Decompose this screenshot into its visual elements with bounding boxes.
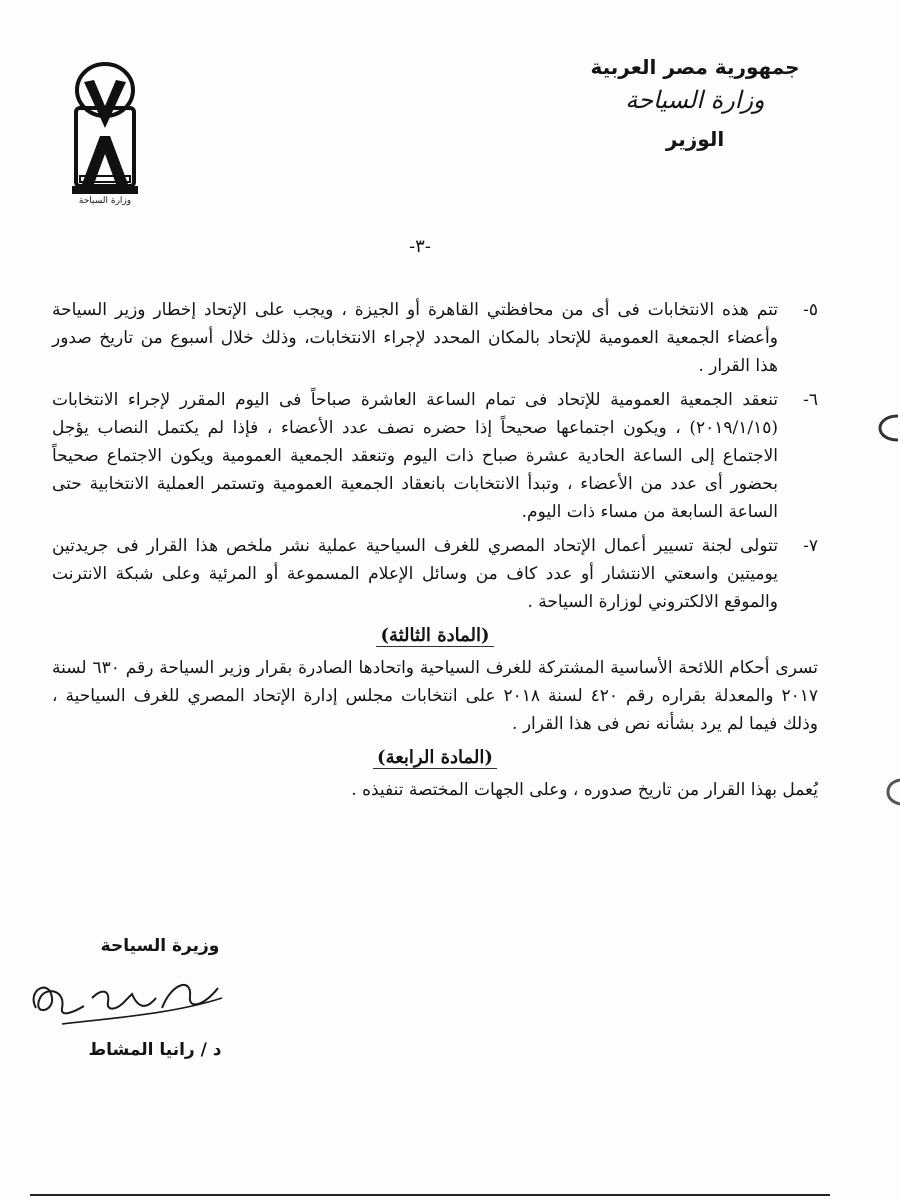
ministry-of-tourism-emblem-icon bbox=[60, 58, 150, 218]
article-3-title: (المادة الثالثة) bbox=[376, 625, 493, 647]
article-heading bbox=[52, 622, 818, 650]
document-body bbox=[52, 296, 818, 808]
item-number: ٦- bbox=[803, 390, 818, 410]
article-heading bbox=[52, 744, 818, 772]
footer-rule bbox=[30, 1194, 830, 1196]
item-text: تنعقد الجمعية العمومية للإتحاد فى تمام الساعة العاشرة صباحاً فى اليوم المقرر لإجراء الانتخابات (٢٠١٩/١/١٥) ، ويكون اجتماعها صحيحاً إذا حضره نصف عدد الأعضاء ، فإذا لم يكتمل النصاب يؤجل الاجتماع إلى الساعة الحادية عشرة صباح ذات اليوم وتنعقد الجمعية العمومية ويكون الاجتماع صحيحاً بحضور أى عدد من الأعضاء ، وتبدأ الانتخابات بانعقاد الجمعية العمومية وتستمر العملية الانتخابية حتى الساعة السابعة من مساء ذات اليوم. bbox=[52, 390, 778, 522]
article-3-text: تسرى أحكام اللائحة الأساسية المشتركة للغرف السياحية واتحادها الصادرة بقرار وزير السياحة رقم ٦٣٠ لسنة ٢٠١٧ والمعدلة بقراره رقم ٤٢٠ لسنة ٢٠١٨ على انتخابات مجلس إدارة الإتحاد المصري للغرف السياحية ، وذلك فيما لم يرد بشأنه نص فى هذا القرار . bbox=[52, 658, 818, 734]
letterhead-ministry: وزارة السياحة bbox=[625, 86, 765, 114]
article-4-title: (المادة الرابعة) bbox=[373, 747, 497, 769]
letterhead bbox=[580, 52, 810, 154]
item-number: ٥- bbox=[803, 300, 818, 320]
item-text: تتم هذه الانتخابات فى أى من محافظتي القاهرة أو الجيزة ، ويجب على الإتحاد إخطار وزير السياحة وأعضاء الجمعية العمومية للإتحاد بالمكان المحدد لإجراء الانتخابات، وذلك خلال أسبوع من تاريخ صدور هذا القرار . bbox=[52, 300, 778, 376]
handwritten-signature-icon bbox=[22, 968, 232, 1038]
letterhead-country: جمهورية مصر العربية bbox=[590, 55, 800, 79]
list-item bbox=[52, 532, 818, 616]
article-4-text: يُعمل بهذا القرار من تاريخ صدوره ، وعلى الجهات المختصة تنفيذه . bbox=[351, 780, 818, 800]
emblem-caption: وزارة السياحة bbox=[78, 196, 132, 206]
list-item bbox=[52, 296, 818, 380]
margin-punch-mark bbox=[878, 414, 900, 442]
item-text: تتولى لجنة تسيير أعمال الإتحاد المصري للغرف السياحية عملية نشر ملخص هذا القرار فى جريدتين يوميتين واسعتي الانتشار أو عدد كاف من وسائل الإعلام المسموعة أو المرئية وعلى شبكة الانترنت والموقع الالكتروني لوزارة السياحة . bbox=[52, 536, 778, 612]
item-number: ٧- bbox=[803, 536, 818, 556]
list-item bbox=[52, 386, 818, 526]
signatory-title: وزيرة السياحة bbox=[100, 936, 220, 956]
page-number: -٣- bbox=[409, 236, 431, 257]
signatory-name: د / رانيا المشاط bbox=[88, 1040, 222, 1060]
letterhead-minister: الوزير bbox=[665, 127, 725, 151]
margin-punch-mark bbox=[886, 778, 900, 806]
